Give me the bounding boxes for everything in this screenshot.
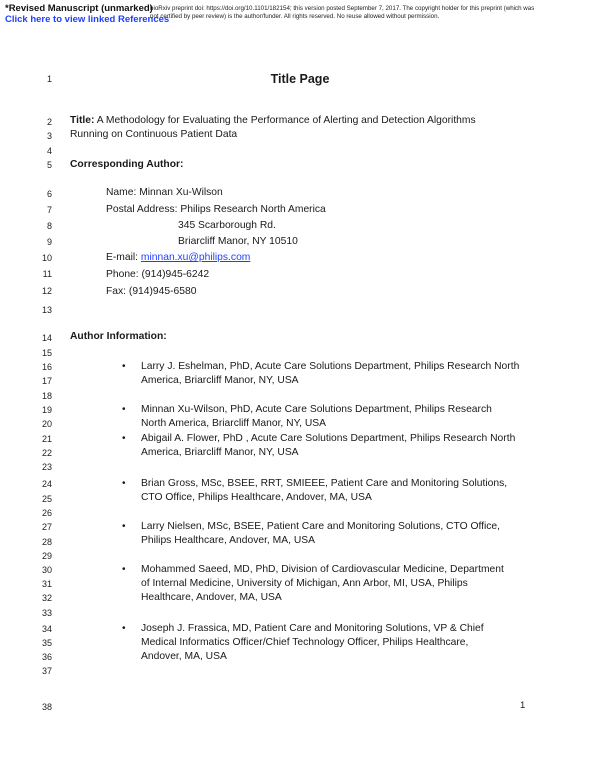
author-information-heading: Author Information: [70,331,167,342]
title-text-line-1: A Methodology for Evaluating the Performance of Alerting and Detection Algorithms [96,115,476,126]
contact-name: Name: Minnan Xu-Wilson [106,187,223,198]
author-entry-line: Philips Healthcare, Andover, MA, USA [141,535,315,546]
line-number: 5 [46,160,52,170]
line-number: 16 [41,362,52,372]
line-number: 4 [46,146,52,156]
line-number: 35 [41,638,52,648]
author-entry-line: Joseph J. Frassica, MD, Patient Care and Monitoring Solutions, VP & Chief [141,623,484,634]
author-entry-line: America, Briarcliff Manor, NY, USA [141,447,299,458]
line-number: 6 [46,189,52,199]
title-label: Title: [70,115,95,126]
bullet-point: • [122,478,126,489]
line-number: 22 [41,448,52,458]
line-number: 29 [41,551,52,561]
line-number: 28 [41,537,52,547]
line-number: 12 [41,286,52,296]
line-number: 24 [41,479,52,489]
page-title: Title Page [270,72,330,86]
bullet-point: • [122,433,126,444]
contact-address-2: Briarcliff Manor, NY 10510 [178,236,298,247]
line-number: 25 [41,494,52,504]
line-number: 38 [41,702,52,712]
author-entry-line: North America, Briarcliff Manor, NY, USA [141,418,327,429]
line-number: 2 [46,117,52,127]
line-number: 3 [46,131,52,141]
bullet-point: • [122,623,126,634]
line-number: 1 [46,74,52,84]
preprint-notice-line-2: not certified by peer review) is the author/funder. All rights reserved. No reuse allowed without permission. [150,13,440,20]
bullet-point: • [122,521,126,532]
bullet-point: • [122,404,126,415]
line-number: 26 [41,508,52,518]
bullet-point: • [122,361,126,372]
line-number: 37 [41,666,52,676]
line-number: 10 [41,253,52,263]
contact-fax: Fax: (914)945-6580 [106,286,197,297]
author-entry-line: America, Briarcliff Manor, NY, USA [141,375,299,386]
author-entry-line: Abigail A. Flower, PhD , Acute Care Solutions Department, Philips Research North [141,433,516,444]
line-number: 15 [41,348,52,358]
author-entry-line: of Internal Medicine, University of Michigan, Ann Arbor, MI, USA, Philips [141,578,468,589]
author-entry-line: Brian Gross, MSc, BSEE, RRT, SMIEEE, Patient Care and Monitoring Solutions, [141,478,508,489]
bullet-point: • [122,564,126,575]
line-number: 14 [41,333,52,343]
line-number: 7 [46,205,52,215]
line-number: 32 [41,593,52,603]
line-number: 31 [41,579,52,589]
author-entry-line: Larry Nielsen, MSc, BSEE, Patient Care and Monitoring Solutions, CTO Office, [141,521,501,532]
author-entry-line: Mohammed Saeed, MD, PhD, Division of Cardiovascular Medicine, Department [141,564,504,575]
title-line-2: Running on Continuous Patient Data [70,129,238,140]
line-number: 27 [41,522,52,532]
contact-phone: Phone: (914)945-6242 [106,269,210,280]
title-line-1 [70,115,476,126]
author-entry-line: Andover, MA, USA [141,651,227,662]
line-number: 9 [46,237,52,247]
author-entry-line: Larry J. Eshelman, PhD, Acute Care Solutions Department, Philips Research North [141,361,520,372]
author-entry-line: CTO Office, Philips Healthcare, Andover, MA, USA [141,492,372,503]
contact-postal: Postal Address: Philips Research North America [106,204,326,215]
contact-email-row [106,252,250,263]
line-number: 23 [41,462,52,472]
email-link[interactable]: minnan.xu@philips.com [140,252,251,263]
line-number: 19 [41,405,52,415]
line-number: 36 [41,652,52,662]
author-entry-line: Healthcare, Andover, MA, USA [141,592,282,603]
author-entry-line: Medical Informatics Officer/Chief Technology Officer, Philips Healthcare, [141,637,469,648]
line-number: 18 [41,391,52,401]
corresponding-author-heading: Corresponding Author: [70,159,184,170]
line-number: 17 [41,376,52,386]
line-number: 30 [41,565,52,575]
page-number: 1 [520,700,526,711]
linked-references-link[interactable]: Click here to view linked References [5,14,170,25]
line-number: 33 [41,608,52,618]
preprint-notice-line-1: bioRxiv preprint doi: https://doi.org/10.1101/182154; this version posted September 7, 2017. The copyright holder for this preprint (which was [150,5,535,12]
author-entry-line: Minnan Xu-Wilson, PhD, Acute Care Solutions Department, Philips Research [141,404,492,415]
line-number: 20 [41,419,52,429]
line-number: 8 [46,221,52,231]
line-number: 13 [41,305,52,315]
revised-manuscript-label: *Revised Manuscript (unmarked) [5,3,153,14]
line-number: 21 [41,434,52,444]
contact-address-1: 345 Scarborough Rd. [178,220,276,231]
line-number: 11 [42,269,52,279]
email-label: E-mail: [106,252,141,263]
line-number: 34 [41,624,52,634]
